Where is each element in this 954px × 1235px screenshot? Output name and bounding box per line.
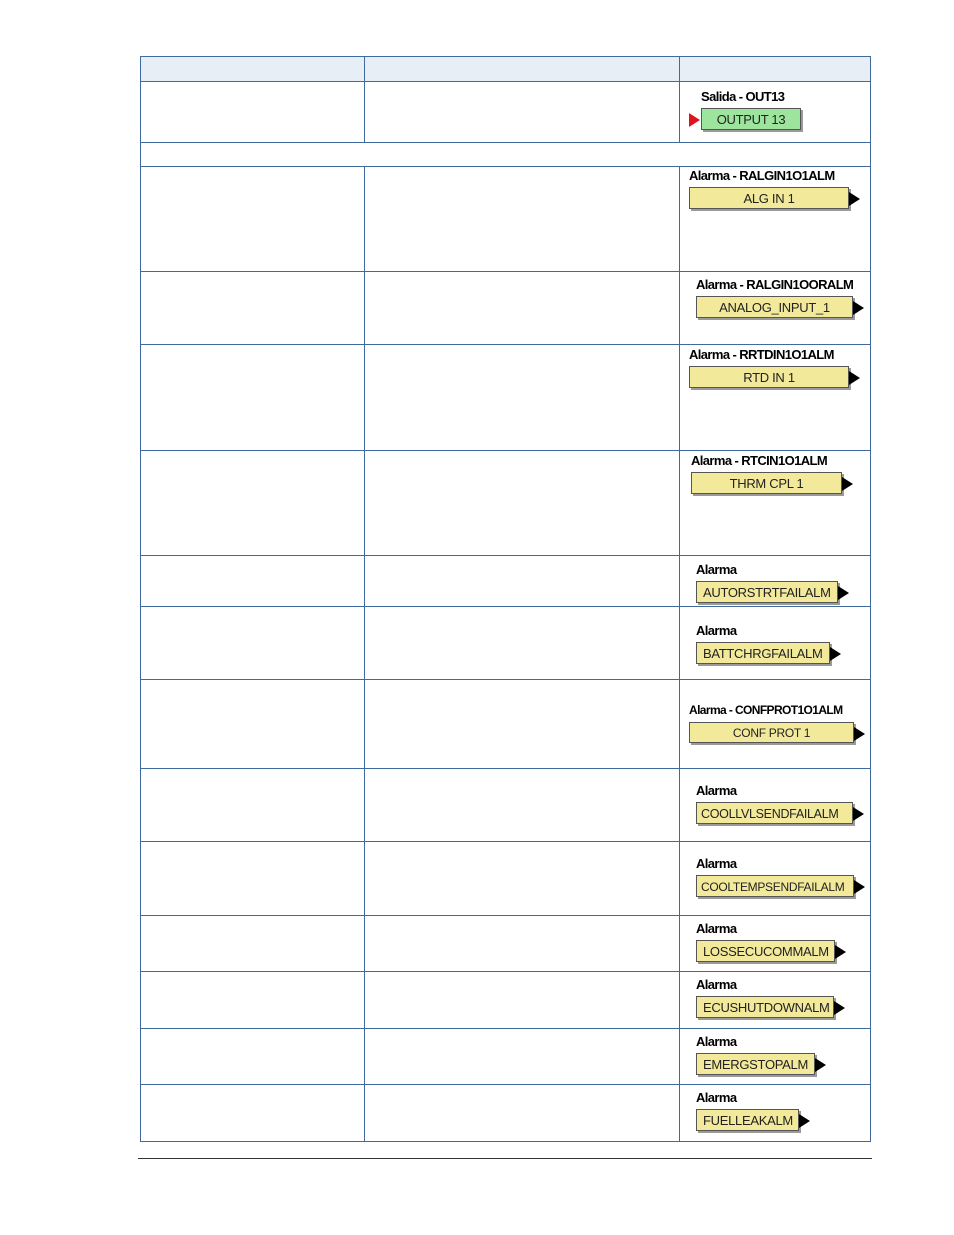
alarm-block[interactable] [696, 562, 838, 603]
block-label: AUTORSTRTFAILALM [703, 585, 831, 600]
header-cell-3 [680, 57, 871, 82]
name-cell [141, 82, 365, 143]
description-cell [365, 1085, 680, 1142]
output-arrow-icon [830, 647, 841, 661]
block-box [696, 642, 830, 664]
block-label: OUTPUT 13 [716, 112, 786, 127]
table-row [141, 82, 871, 143]
output-arrow-icon [854, 727, 865, 741]
symbol-cell [680, 1085, 871, 1142]
output-arrow-icon [853, 807, 864, 821]
alarm-block[interactable] [696, 921, 835, 962]
block-box [696, 996, 834, 1018]
symbol-cell [680, 82, 871, 143]
section-row [141, 143, 871, 167]
alarm-block[interactable] [696, 623, 830, 664]
block-label: ALG IN 1 [743, 191, 795, 206]
alarm-block[interactable] [689, 347, 849, 388]
table-row [141, 607, 871, 680]
section-cell [141, 143, 871, 167]
alarm-block[interactable] [696, 277, 853, 318]
block-box [696, 802, 853, 824]
block-box [696, 1053, 815, 1075]
output-arrow-icon [835, 945, 846, 959]
block-title: Alarma [696, 856, 737, 871]
alarm-block[interactable] [696, 783, 853, 824]
block-box [689, 722, 854, 743]
symbol-cell [680, 345, 871, 451]
description-cell [365, 769, 680, 842]
output-arrow-icon [853, 301, 864, 315]
name-cell [141, 167, 365, 272]
alarm-block[interactable] [696, 1034, 815, 1075]
block-title: Alarma [696, 623, 737, 638]
symbol-cell [680, 680, 871, 769]
name-cell [141, 680, 365, 769]
alarm-block[interactable] [696, 977, 834, 1018]
block-title: Alarma [696, 921, 737, 936]
description-cell [365, 556, 680, 607]
symbol-cell [680, 272, 871, 345]
table-row [141, 272, 871, 345]
block-box [689, 366, 849, 388]
output-arrow-icon [849, 192, 860, 206]
output-arrow-icon [799, 1114, 810, 1128]
name-cell [141, 916, 365, 972]
block-title: Alarma [696, 1090, 737, 1105]
block-label: EMERGSTOPALM [703, 1057, 808, 1072]
name-cell [141, 1029, 365, 1085]
table-row [141, 680, 871, 769]
description-cell [365, 451, 680, 556]
block-title: Alarma [696, 977, 737, 992]
table-row [141, 167, 871, 272]
description-cell [365, 272, 680, 345]
block-label: LOSSECUCOMMALM [703, 944, 829, 959]
block-title: Alarma [696, 562, 737, 577]
description-cell [365, 842, 680, 916]
block-box [701, 108, 801, 130]
block-box [696, 581, 838, 603]
header-cell-2 [365, 57, 680, 82]
symbol-cell [680, 972, 871, 1029]
name-cell [141, 451, 365, 556]
alarm-block[interactable] [689, 168, 849, 209]
block-box [689, 187, 849, 209]
name-cell [141, 972, 365, 1029]
table-row [141, 842, 871, 916]
block-title: Salida - OUT13 [701, 89, 785, 104]
output-arrow-icon [838, 586, 849, 600]
output-arrow-icon [815, 1058, 826, 1072]
table-row [141, 916, 871, 972]
name-cell [141, 1085, 365, 1142]
logic-elements-table [140, 56, 871, 1142]
header-cell-1 [141, 57, 365, 82]
table-row [141, 769, 871, 842]
block-title: Alarma - CONFPROT1O1ALM [689, 703, 843, 717]
output-arrow-icon [834, 1001, 845, 1015]
block-title: Alarma [696, 783, 737, 798]
name-cell [141, 556, 365, 607]
symbol-cell [680, 769, 871, 842]
description-cell [365, 345, 680, 451]
alarm-block[interactable] [691, 453, 842, 494]
block-title: Alarma - RALGIN1O1ALM [689, 168, 835, 183]
block-label: FUELLEAKALM [703, 1113, 793, 1128]
block-label: ANALOG_INPUT_1 [719, 300, 830, 315]
alarm-block[interactable] [696, 856, 854, 897]
block-title: Alarma - RTCIN1O1ALM [691, 453, 828, 468]
name-cell [141, 769, 365, 842]
block-box [696, 296, 853, 318]
symbol-cell [680, 451, 871, 556]
description-cell [365, 167, 680, 272]
name-cell [141, 345, 365, 451]
symbol-cell [680, 556, 871, 607]
alarm-block[interactable] [689, 703, 854, 743]
output-arrow-icon [854, 880, 865, 894]
symbol-cell [680, 1029, 871, 1085]
block-box [696, 875, 854, 897]
output-arrow-icon [849, 371, 860, 385]
description-cell [365, 607, 680, 680]
block-box [691, 472, 842, 494]
output-arrow-icon [842, 477, 853, 491]
table-row [141, 1085, 871, 1142]
block-label: BATTCHRGFAILALM [703, 646, 823, 661]
block-label: THRM CPL 1 [729, 476, 804, 491]
symbol-cell [680, 607, 871, 680]
alarm-block[interactable] [696, 1090, 799, 1131]
description-cell [365, 916, 680, 972]
name-cell [141, 842, 365, 916]
name-cell [141, 607, 365, 680]
name-cell [141, 272, 365, 345]
block-label: ECUSHUTDOWNALM [703, 1000, 830, 1015]
input-arrow-icon [689, 113, 700, 127]
footer-divider [138, 1158, 872, 1159]
block-box [696, 1109, 799, 1131]
block-label: COOLTEMPSENDFAILALM [701, 880, 845, 894]
symbol-cell [680, 842, 871, 916]
table-row [141, 972, 871, 1029]
table-row [141, 345, 871, 451]
description-cell [365, 972, 680, 1029]
description-cell [365, 82, 680, 143]
block-label: CONF PROT 1 [732, 726, 811, 740]
block-label: COOLLVLSENDFAILALM [701, 807, 839, 821]
table-row [141, 1029, 871, 1085]
output-block[interactable] [701, 89, 801, 130]
block-title: Alarma [696, 1034, 737, 1049]
table-header-row [141, 57, 871, 82]
block-label: RTD IN 1 [743, 370, 795, 385]
description-cell [365, 1029, 680, 1085]
symbol-cell [680, 167, 871, 272]
block-title: Alarma - RRTDIN1O1ALM [689, 347, 834, 362]
table-row [141, 556, 871, 607]
description-cell [365, 680, 680, 769]
table-row [141, 451, 871, 556]
symbol-cell [680, 916, 871, 972]
block-box [696, 940, 835, 962]
block-title: Alarma - RALGIN1OORALM [696, 277, 854, 292]
